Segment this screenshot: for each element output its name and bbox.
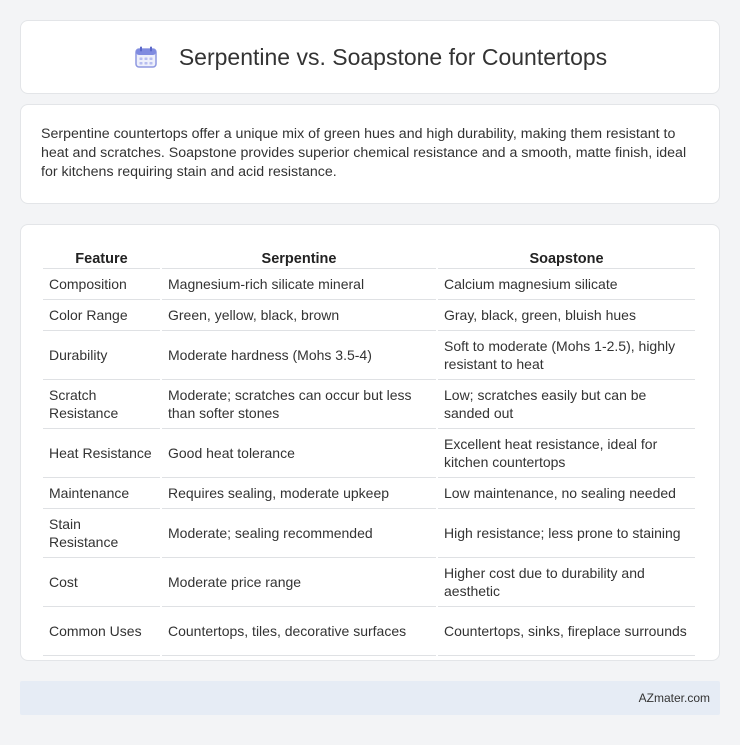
soapstone-cell: Low maintenance, no sealing needed <box>438 478 695 509</box>
feature-cell: Maintenance <box>43 478 160 509</box>
feature-cell: Composition <box>43 269 160 300</box>
serpentine-cell: Moderate hardness (Mohs 3.5-4) <box>162 331 436 380</box>
table-row <box>43 269 695 300</box>
table-row <box>43 331 695 380</box>
header-feature: Feature <box>43 243 160 269</box>
soapstone-cell: Higher cost due to durability and aesthetic <box>438 558 695 607</box>
comparison-table <box>41 243 697 656</box>
table-row <box>43 300 695 331</box>
feature-cell: Scratch Resistance <box>43 380 160 429</box>
soapstone-cell: Calcium magnesium silicate <box>438 269 695 300</box>
footer-brand[interactable]: AZmater.com <box>638 691 710 705</box>
soapstone-cell: Countertops, sinks, fireplace surrounds <box>438 607 695 656</box>
calendar-icon <box>133 44 159 70</box>
soapstone-cell: Soft to moderate (Mohs 1-2.5), highly resistant to heat <box>438 331 695 380</box>
comparison-table-card <box>20 224 720 661</box>
serpentine-cell: Moderate; scratches can occur but less than softer stones <box>162 380 436 429</box>
serpentine-cell: Countertops, tiles, decorative surfaces <box>162 607 436 656</box>
table-row <box>43 558 695 607</box>
table-row <box>43 478 695 509</box>
header-soapstone: Soapstone <box>438 243 695 269</box>
serpentine-cell: Moderate; sealing recommended <box>162 509 436 558</box>
feature-cell: Cost <box>43 558 160 607</box>
soapstone-cell: Excellent heat resistance, ideal for kitchen countertops <box>438 429 695 478</box>
table-header-row <box>43 243 695 269</box>
summary-text: Serpentine countertops offer a unique mix of green hues and high durability, making them resistant to heat and scratches. Soapstone provides superior chemical resistance and a smooth, matte finish, ideal for kitchens requiring stain and acid resistance. <box>41 126 687 180</box>
table-row <box>43 380 695 429</box>
serpentine-cell: Requires sealing, moderate upkeep <box>162 478 436 509</box>
soapstone-cell: Gray, black, green, bluish hues <box>438 300 695 331</box>
feature-cell: Durability <box>43 331 160 380</box>
table-row <box>43 607 695 656</box>
serpentine-cell: Moderate price range <box>162 558 436 607</box>
soapstone-cell: High resistance; less prone to staining <box>438 509 695 558</box>
table-row <box>43 509 695 558</box>
feature-cell: Color Range <box>43 300 160 331</box>
footer <box>20 681 720 715</box>
header-serpentine: Serpentine <box>162 243 436 269</box>
serpentine-cell: Green, yellow, black, brown <box>162 300 436 331</box>
summary-card <box>20 104 720 204</box>
serpentine-cell: Magnesium-rich silicate mineral <box>162 269 436 300</box>
feature-cell: Heat Resistance <box>43 429 160 478</box>
soapstone-cell: Low; scratches easily but can be sanded out <box>438 380 695 429</box>
feature-cell: Common Uses <box>43 607 160 656</box>
feature-cell: Stain Resistance <box>43 509 160 558</box>
page-title: Serpentine vs. Soapstone for Countertops <box>178 43 608 70</box>
title-card <box>20 20 720 94</box>
table-row <box>43 429 695 478</box>
serpentine-cell: Good heat tolerance <box>162 429 436 478</box>
